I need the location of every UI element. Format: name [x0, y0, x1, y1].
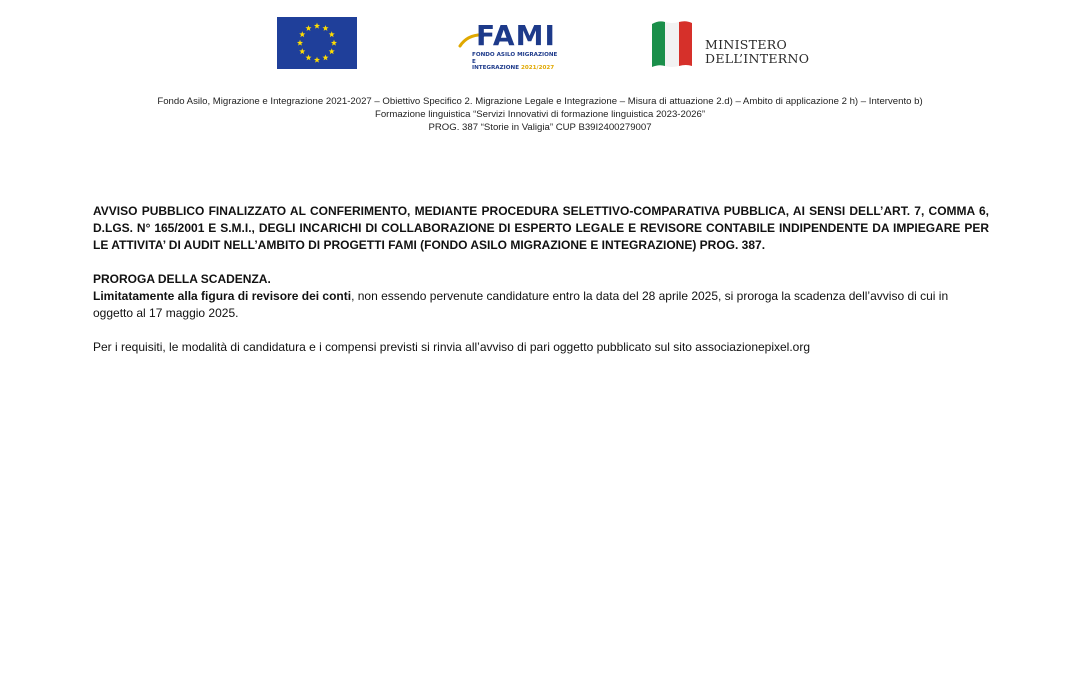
extension-paragraph: [93, 288, 989, 322]
notice-body: [93, 203, 989, 356]
spacer: [93, 254, 989, 271]
notice-title: AVVISO PUBBLICO FINALIZZATO AL CONFERIMENTO, MEDIANTE PROCEDURA SELETTIVO-COMPARATIVA PUBBLICA, AI SENSI DELL’ART. 7, COMMA 6, D.LGS. N° 165/2001 E S.M.I., DEGLI INCARICHI DI COLLABORAZIONE DI ESPERTO LEGALE E REVISORE CONTABILE INDIPENDENTE DA IMPIEGARE PER LE ATTIVITA’ DI AUDIT NELL’AMBITO DI PROGETTI FAMI (FONDO ASILO MIGRAZIONE E INTEGRAZIONE) PROG. 387.: [93, 204, 989, 252]
funding-header-line-3: PROG. 387 “Storie in Valigia” CUP B39I2400279007: [428, 122, 652, 133]
fami-wordmark: FAMI: [476, 19, 556, 52]
fami-subtitle-years: 2021/2027: [520, 65, 555, 72]
extension-bold-lead: Limitatamente alla figura di revisore dei conti: [93, 289, 352, 303]
eu-flag-icon: [277, 17, 357, 69]
spacer: [93, 322, 989, 339]
fami-subtitle-line-2: INTEGRAZIONE: [472, 65, 520, 72]
requirements-paragraph: Per i requisiti, le modalità di candidatura e i compensi previsti si rinvia all’avviso di pari oggetto pubblicato sul sito associazionepixel.org: [93, 340, 811, 354]
fami-logo: [458, 20, 558, 72]
fami-subtitle-line-1: FONDO ASILO MIGRAZIONE E: [472, 52, 558, 65]
italian-flag-icon: [650, 18, 694, 68]
fami-subtitle: [472, 52, 562, 72]
funding-header-line-1: Fondo Asilo, Migrazione e Integrazione 2021-2027 – Obiettivo Specifico 2. Migrazione Legale e Integrazione – Misura di attuazione 2.d) – Ambito di applicazione 2 h) – Intervento b): [157, 96, 923, 107]
funding-header-line-2: Formazione linguistica “Servizi Innovativi di formazione linguistica 2023-2026”: [374, 109, 706, 120]
funding-header: [0, 95, 1080, 134]
extension-text: , non essendo pervenute candidature entro la data del 28 aprile 2025, si proroga la scadenza dell’avviso di cui in oggetto al 17 maggio 2025.: [93, 289, 949, 320]
section-heading: PROROGA DELLA SCADENZA.: [93, 272, 271, 286]
ministero-line-1: MINISTERO: [705, 37, 787, 52]
ministero-logo: [650, 18, 830, 70]
ministero-name: [705, 38, 809, 66]
logo-bar: [0, 16, 1080, 72]
ministero-line-2: DELL’INTERNO: [705, 51, 810, 66]
